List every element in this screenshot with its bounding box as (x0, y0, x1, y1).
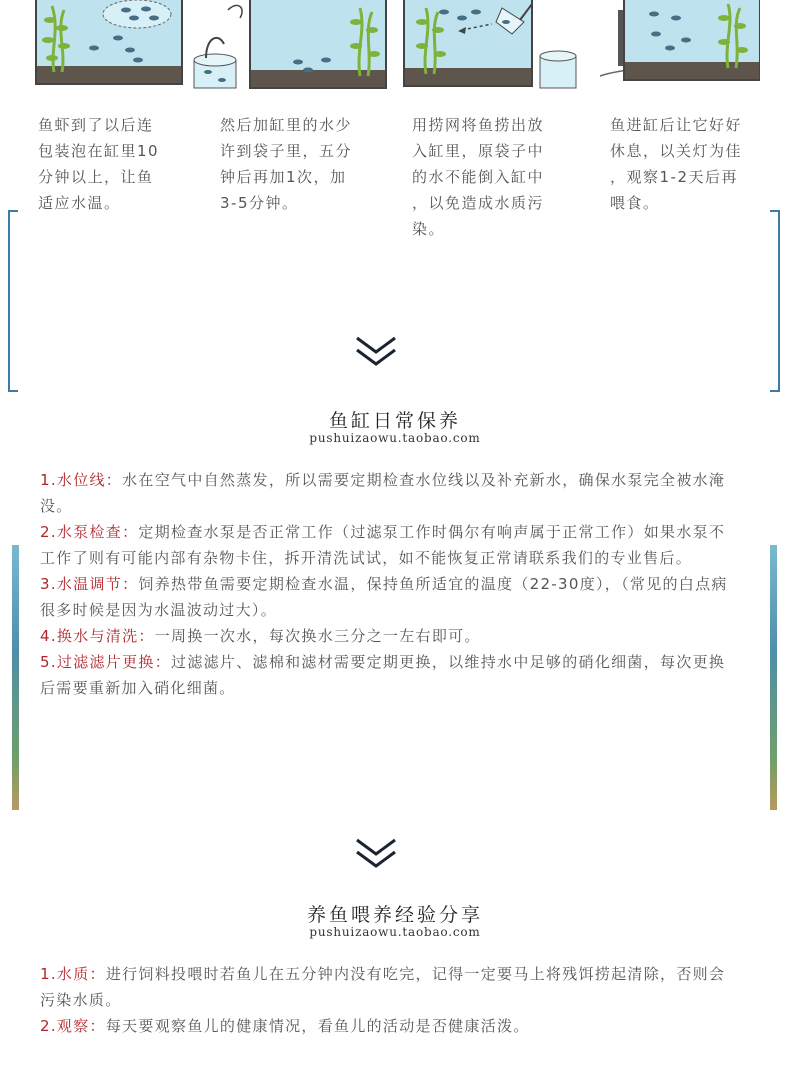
right-bracket-decoration (770, 210, 780, 392)
item-label: 5.过滤滤片更换： (40, 653, 172, 671)
item-text: 每天要观察鱼儿的健康情况，看鱼儿的活动是否健康活泼。 (105, 1017, 530, 1035)
step-3-illustration (402, 0, 578, 92)
list-item (40, 571, 740, 623)
section-subtitle-maintenance: pushuizaowu.taobao.com (309, 431, 481, 445)
item-text: 过滤滤片、滤棉和滤材需要定期更换，以维持水中足够的硝化细菌，每次更换后需要重新加入硝化细菌。 (40, 653, 726, 697)
section-subtitle-feeding: pushuizaowu.taobao.com (309, 925, 481, 939)
list-item (40, 649, 740, 701)
step-2-text: 然后加缸里的水少 许到袋子里，五分 钟后再加1次，加 3-5分钟。 (220, 116, 353, 212)
list-item (40, 467, 740, 519)
step-1-text: 鱼虾到了以后连 包装泡在缸里10 分钟以上，让鱼 适应水温。 (38, 116, 160, 212)
item-text: 水在空气中自然蒸发，所以需要定期检查水位线以及补充新水，确保水泵完全被水淹没。 (40, 471, 726, 515)
item-label: 3.水温调节： (40, 575, 139, 593)
step-4-text: 鱼进缸后让它好好 休息，以关灯为佳 ，观察1-2天后再 喂食。 (610, 116, 743, 212)
step-2-illustration (188, 0, 388, 94)
item-label: 2.观察： (40, 1017, 106, 1035)
list-item (40, 1013, 740, 1039)
item-label: 4.换水与清洗： (40, 627, 155, 645)
right-image-edge (770, 545, 777, 810)
item-label: 2.水泵检查： (40, 523, 139, 541)
feeding-list (40, 961, 740, 1039)
left-image-edge (12, 545, 19, 810)
step-4-illustration (596, 0, 760, 86)
chevron-down-icon (355, 838, 397, 870)
item-label: 1.水质： (40, 965, 106, 983)
list-item (40, 519, 740, 571)
maintenance-list (40, 467, 740, 701)
list-item (40, 623, 740, 649)
left-bracket-decoration (8, 210, 18, 392)
item-text: 饲养热带鱼需要定期检查水温，保持鱼所适宜的温度（22-30度），（常见的白点病很多时候是因为水温波动过大）。 (40, 575, 728, 619)
chevron-down-icon (355, 336, 397, 368)
item-label: 1.水位线： (40, 471, 123, 489)
section-title-maintenance: 鱼缸日常保养 (328, 410, 461, 432)
item-text: 一周换一次水，每次换水三分之一左右即可。 (154, 627, 481, 645)
list-item (40, 961, 740, 1013)
item-text: 进行饲料投喂时若鱼儿在五分钟内没有吃完，记得一定要马上将残饵捞起清除，否则会污染水质。 (40, 965, 726, 1009)
step-3-text: 用捞网将鱼捞出放 入缸里，原袋子中 的水不能倒入缸中 ，以免造成水质污 染。 (412, 116, 545, 238)
acclimation-steps (0, 0, 790, 240)
step-1-illustration (34, 0, 184, 92)
section-title-feeding: 养鱼喂养经验分享 (306, 904, 483, 926)
item-text: 定期检查水泵是否正常工作（过滤泵工作时偶尔有响声属于正常工作）如果水泵不工作了则有可能内部有杂物卡住，拆开清洗试试，如不能恢复正常请联系我们的专业售后。 (40, 523, 726, 567)
